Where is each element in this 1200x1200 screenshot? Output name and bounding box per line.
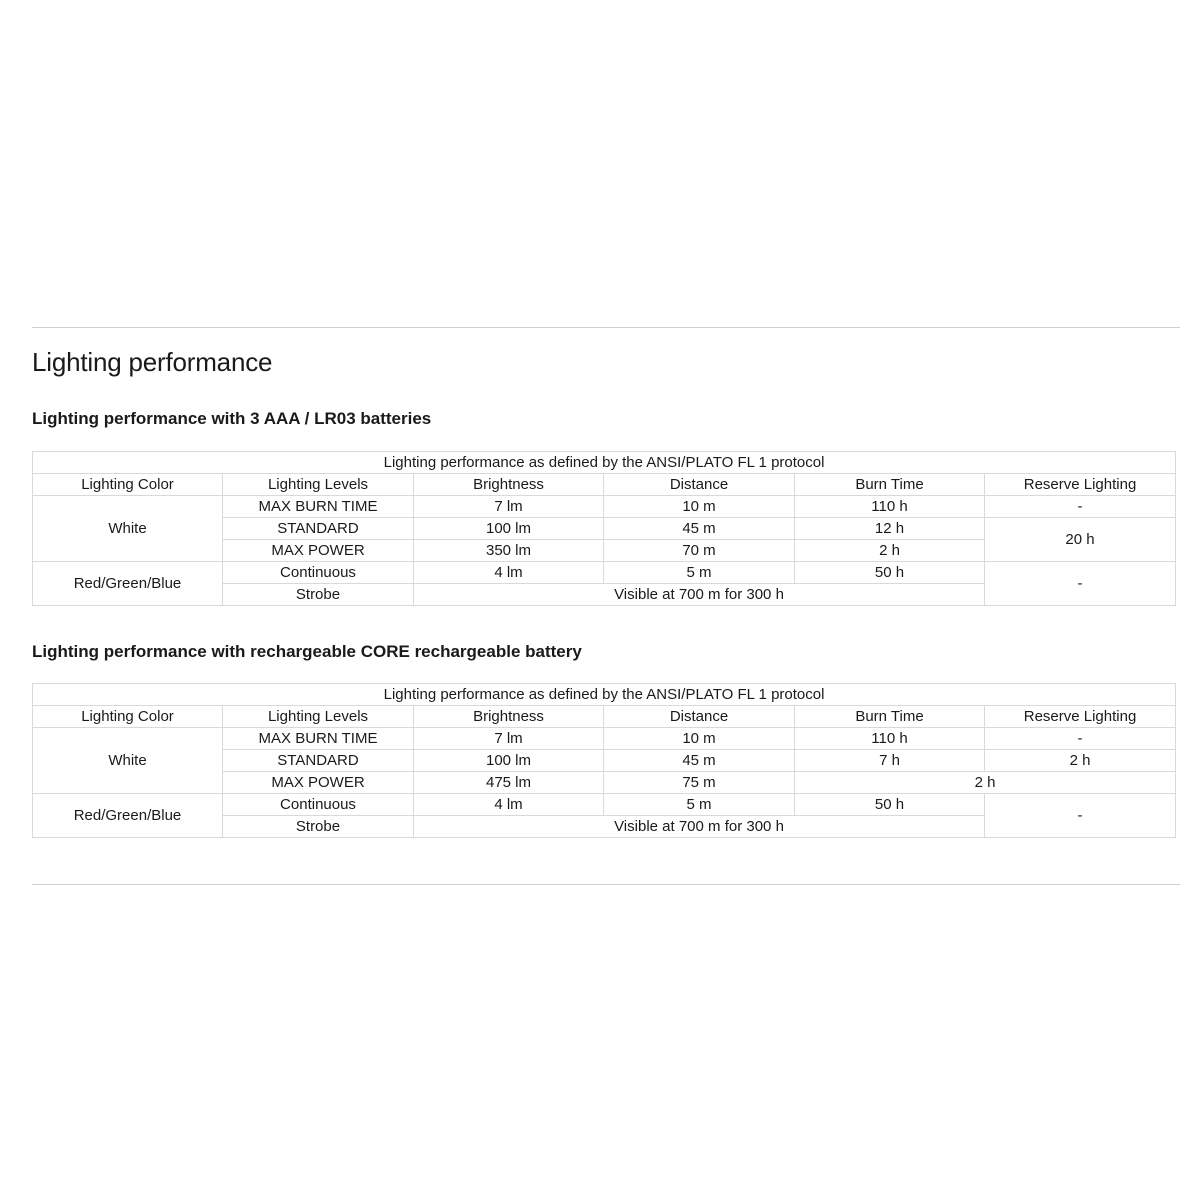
- section-title-aaa-batteries: Lighting performance with 3 AAA / LR03 batteries: [32, 409, 432, 428]
- table-caption: Lighting performance as defined by the ANSI/PLATO FL 1 protocol: [33, 452, 1176, 474]
- page-title: Lighting performance: [32, 347, 273, 377]
- performance-table-core: [32, 683, 1176, 838]
- table-header-row: [33, 474, 1176, 496]
- header-distance: Distance: [604, 706, 795, 728]
- header-burn-time: Burn Time: [795, 706, 985, 728]
- distance-cell: 5 m: [604, 562, 795, 584]
- distance-cell: 70 m: [604, 540, 795, 562]
- burn-time-cell: 50 h: [795, 794, 985, 816]
- brightness-cell: 100 lm: [414, 518, 604, 540]
- section-title-core-battery: Lighting performance with rechargeable CORE rechargeable battery: [32, 642, 582, 661]
- burn-time-cell: 110 h: [795, 728, 985, 750]
- header-lighting-levels: Lighting Levels: [223, 474, 414, 496]
- distance-cell: 45 m: [604, 750, 795, 772]
- distance-cell: 5 m: [604, 794, 795, 816]
- level-cell: STANDARD: [223, 750, 414, 772]
- burn-time-cell: 12 h: [795, 518, 985, 540]
- header-brightness: Brightness: [414, 474, 604, 496]
- bottom-divider: [32, 884, 1180, 885]
- brightness-cell: 475 lm: [414, 772, 604, 794]
- table-row: [33, 794, 1176, 816]
- strobe-visibility-cell: Visible at 700 m for 300 h: [414, 584, 985, 606]
- distance-cell: 75 m: [604, 772, 795, 794]
- reserve-cell: 2 h: [985, 750, 1176, 772]
- table-caption-row: [33, 684, 1176, 706]
- reserve-cell: -: [985, 496, 1176, 518]
- table-row: [33, 496, 1176, 518]
- table-caption: Lighting performance as defined by the ANSI/PLATO FL 1 protocol: [33, 684, 1176, 706]
- table-row: [33, 728, 1176, 750]
- header-lighting-color: Lighting Color: [33, 706, 223, 728]
- burn-time-cell: 2 h: [795, 540, 985, 562]
- header-distance: Distance: [604, 474, 795, 496]
- performance-table-aaa: [32, 451, 1176, 606]
- table-caption-row: [33, 452, 1176, 474]
- reserve-cell: 20 h: [985, 518, 1176, 562]
- group-rgb: Red/Green/Blue: [33, 794, 223, 838]
- burn-time-cell: 50 h: [795, 562, 985, 584]
- reserve-cell: -: [985, 562, 1176, 606]
- level-cell: Continuous: [223, 794, 414, 816]
- group-white: White: [33, 496, 223, 562]
- burn-reserve-merged-cell: 2 h: [795, 772, 1176, 794]
- distance-cell: 45 m: [604, 518, 795, 540]
- brightness-cell: 350 lm: [414, 540, 604, 562]
- level-cell: Strobe: [223, 816, 414, 838]
- table-header-row: [33, 706, 1176, 728]
- group-rgb: Red/Green/Blue: [33, 562, 223, 606]
- level-cell: Strobe: [223, 584, 414, 606]
- reserve-cell: -: [985, 794, 1176, 838]
- brightness-cell: 4 lm: [414, 794, 604, 816]
- level-cell: Continuous: [223, 562, 414, 584]
- header-burn-time: Burn Time: [795, 474, 985, 496]
- burn-time-cell: 7 h: [795, 750, 985, 772]
- top-divider: [32, 327, 1180, 328]
- burn-time-cell: 110 h: [795, 496, 985, 518]
- level-cell: MAX POWER: [223, 772, 414, 794]
- header-reserve-lighting: Reserve Lighting: [985, 706, 1176, 728]
- header-lighting-levels: Lighting Levels: [223, 706, 414, 728]
- level-cell: MAX BURN TIME: [223, 496, 414, 518]
- header-lighting-color: Lighting Color: [33, 474, 223, 496]
- distance-cell: 10 m: [604, 496, 795, 518]
- level-cell: STANDARD: [223, 518, 414, 540]
- strobe-visibility-cell: Visible at 700 m for 300 h: [414, 816, 985, 838]
- table-row: [33, 562, 1176, 584]
- brightness-cell: 100 lm: [414, 750, 604, 772]
- reserve-cell: -: [985, 728, 1176, 750]
- brightness-cell: 7 lm: [414, 496, 604, 518]
- group-white: White: [33, 728, 223, 794]
- level-cell: MAX POWER: [223, 540, 414, 562]
- distance-cell: 10 m: [604, 728, 795, 750]
- level-cell: MAX BURN TIME: [223, 728, 414, 750]
- header-reserve-lighting: Reserve Lighting: [985, 474, 1176, 496]
- brightness-cell: 4 lm: [414, 562, 604, 584]
- header-brightness: Brightness: [414, 706, 604, 728]
- brightness-cell: 7 lm: [414, 728, 604, 750]
